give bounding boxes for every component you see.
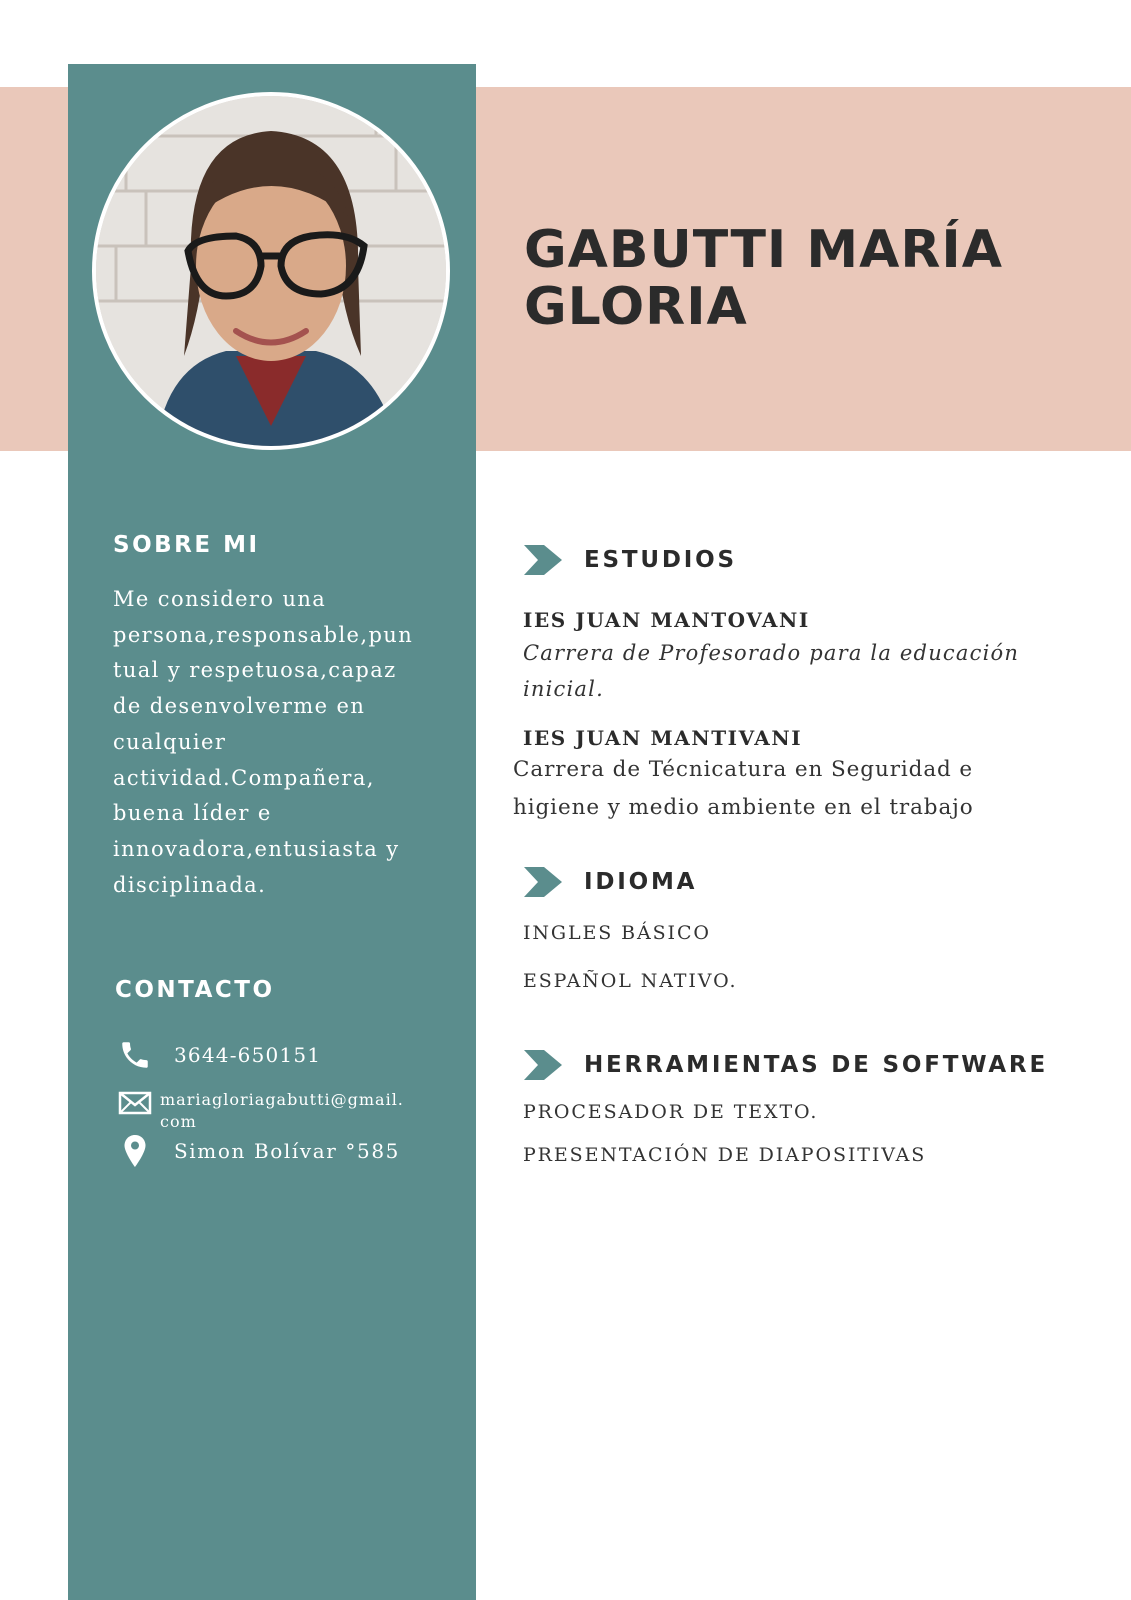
contact-address (118, 1134, 400, 1168)
about-line: persona,responsable,pun (113, 622, 414, 647)
about-line: buena líder e (113, 801, 272, 826)
degree-line: higiene y medio ambiente en el trabajo (513, 795, 974, 820)
about-line: actividad.Compañera, (113, 765, 375, 790)
software-heading (524, 1050, 1048, 1080)
chevron-arrow-icon (524, 867, 562, 897)
about-line: cualquier (113, 729, 227, 754)
email-address: mariagloriagabutti@gmail.com (160, 1090, 404, 1131)
about-line: Me considero una (113, 587, 327, 611)
about-line: tual y respetuosa,capaz (113, 658, 397, 683)
about-heading: SOBRE MI (113, 532, 260, 558)
about-line: de desenvolverme en (113, 694, 366, 719)
studies-title: ESTUDIOS (584, 547, 737, 573)
profile-photo-illustration (96, 96, 446, 446)
school-name: IES JUAN MANTOVANI (523, 608, 810, 632)
phone-number: 3644-650151 (174, 1043, 322, 1067)
degree-description (513, 751, 1033, 827)
languages-heading (524, 867, 697, 897)
contact-heading: CONTACTO (115, 977, 275, 1003)
software-title: HERRAMIENTAS DE SOFTWARE (584, 1052, 1048, 1078)
name-line-1: GABUTTI MARÍA (524, 220, 1003, 280)
chevron-arrow-icon (524, 545, 562, 575)
degree-line: inicial. (523, 677, 604, 701)
studies-heading (524, 545, 737, 575)
profile-photo (92, 92, 450, 450)
phone-icon (118, 1038, 152, 1072)
languages-title: IDIOMA (584, 869, 698, 895)
about-text (113, 582, 433, 903)
degree-line: Carrera de Técnicatura en Seguridad e (513, 757, 974, 782)
language-item: ESPAÑOL NATIVO. (523, 970, 738, 992)
contact-email (118, 1085, 152, 1119)
applicant-name (524, 222, 1104, 336)
name-line-2: GLORIA (524, 277, 748, 337)
software-item: PROCESADOR DE TEXTO. (523, 1101, 819, 1123)
envelope-icon (118, 1085, 152, 1119)
degree-line: Carrera de Profesorado para la educación (523, 641, 1020, 665)
school-name: IES JUAN MANTIVANI (523, 726, 803, 750)
about-line: innovadora,entusiasta y (113, 836, 400, 861)
degree-description (523, 635, 1063, 707)
software-item: PRESENTACIÓN DE DIAPOSITIVAS (523, 1144, 927, 1166)
contact-phone (118, 1038, 321, 1072)
chevron-arrow-icon (524, 1050, 562, 1080)
location-pin-icon (118, 1134, 152, 1168)
language-item: INGLES BÁSICO (523, 922, 711, 944)
street-address: Simon Bolívar °585 (174, 1139, 400, 1163)
about-line: disciplinada. (113, 872, 267, 897)
